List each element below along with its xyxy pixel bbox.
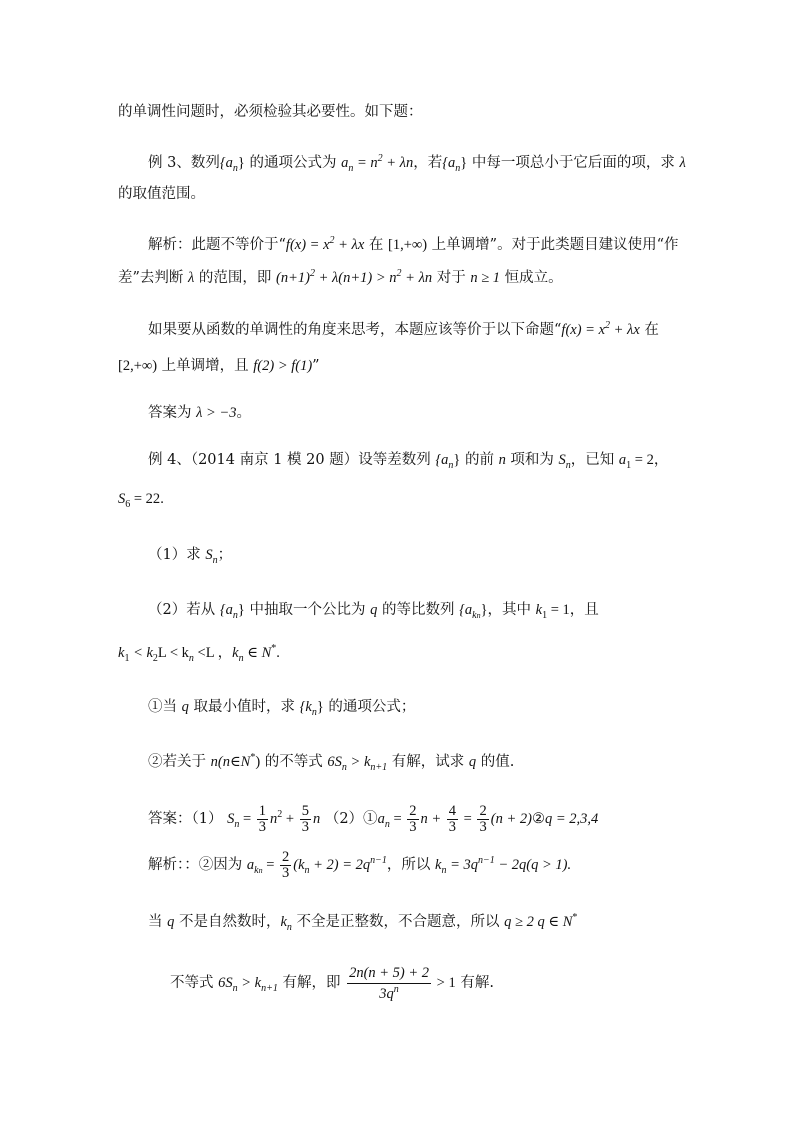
fraction: $\frac{2}{3}$ (409, 802, 417, 835)
analysis-line: 解析：：②因为 $a_{kn}$ = $\frac{2}{3}$ $(k_n + 2) = 2q^{n-1}$，所以 $k_n = 3q^{n-1} - 2q(q > 1)$. (148, 848, 572, 881)
intro-line: 的单调性问题时，必须检验其必要性。如下题： (118, 104, 423, 120)
question-1-line: （1）求 $S_n$； (148, 547, 233, 566)
example-3-line-1: 例 3、数列$\{a_n\}$ 的通项公式为 $a_n = n^2 + \lambda n$，若$\{a_n\}$ 中每一项总小于它后面的项，求 λ (148, 153, 686, 174)
fraction: $\frac{2}{3}$ (479, 802, 487, 835)
example-3-line-2: 的取值范围。 (118, 186, 205, 202)
question-2-line-2: $k_1 < k_2L < k_n <L$ ，$k_n$ ∈ N*. (118, 643, 280, 664)
monotonic-line-1: 如果要从函数的单调性的角度来思考，本题应该等价于以下命题“$f(x) = x^2 + \lambda x$ 在 (148, 320, 659, 338)
solution-3-line-2: 差”去判断 λ 的范围，即 $(n+1)^2 + \lambda(n+1) > n^2 + \lambda n$ 对于 n ≥ 1 恒成立。 (118, 268, 563, 286)
example-4-line-1: 例 4、（2014 南京 1 模 20 题）设等差数列 $\{a_n\}$ 的前 n 项和为 $S_n$，已知 $a_1 = 2$， (148, 452, 669, 471)
fraction: $\frac{2}{3}$ (282, 848, 290, 881)
sub-question-2-line: ②若关于 n(n∈N*) 的不等式 $6S_n > k_{n+1}$ 有解，试求 q 的值. (148, 752, 515, 773)
answer-3-line: 答案为 λ > −3。 (148, 405, 251, 421)
fraction: $\frac{1}{3}$ (258, 802, 267, 835)
fraction: $\frac{2n(n + 5) + 2}{3q^n}$ (349, 964, 430, 1002)
natural-number-line: 当 q 不是自然数时，$k_n$ 不全是正整数，不合题意，所以 q ≥ 2 q ∈ N* (148, 912, 578, 933)
solution-3-line-1: 解析：此题不等价于“$f(x) = x^2 + \lambda x$ 在 [1,+∞) 上单调增”。对于此类题目建议使用“作 (148, 235, 679, 253)
answer-line: 答案：（1） $S_n$ = $\frac{1}{3}$ $n^2$ + $\frac{5}{3}$ n $(2)①a_n$ = $\frac{2}{3}$ n + $\frac{4}{3}$ = $\frac{2}{3}$ (n + 2)②q = 2,3,4 (148, 802, 599, 835)
monotonic-line-2: [2,+∞) 上单调增，且 f(2) > f(1)” (118, 358, 320, 374)
example-4-line-2: $S_6 = 22$. (118, 491, 164, 510)
question-2-line-1: （2）若从 $\{a_n\}$ 中抽取一个公比为 q 的等比数列 $\{a_{kn}\}$，其中 $k_1 = 1$，且 (148, 602, 599, 621)
final-inequality-line: 不等式 $6S_n > k_{n+1}$ 有解，即 $\frac{2n(n + 5) + 2}{3q^n}$ > 1 有解. (170, 964, 494, 1002)
sub-question-1-line: ①当 q 取最小值时，求 $\{k_n\}$ 的通项公式； (148, 699, 416, 718)
fraction: $\frac{5}{3}$ (301, 802, 309, 835)
fraction: $\frac{4}{3}$ (448, 802, 457, 835)
